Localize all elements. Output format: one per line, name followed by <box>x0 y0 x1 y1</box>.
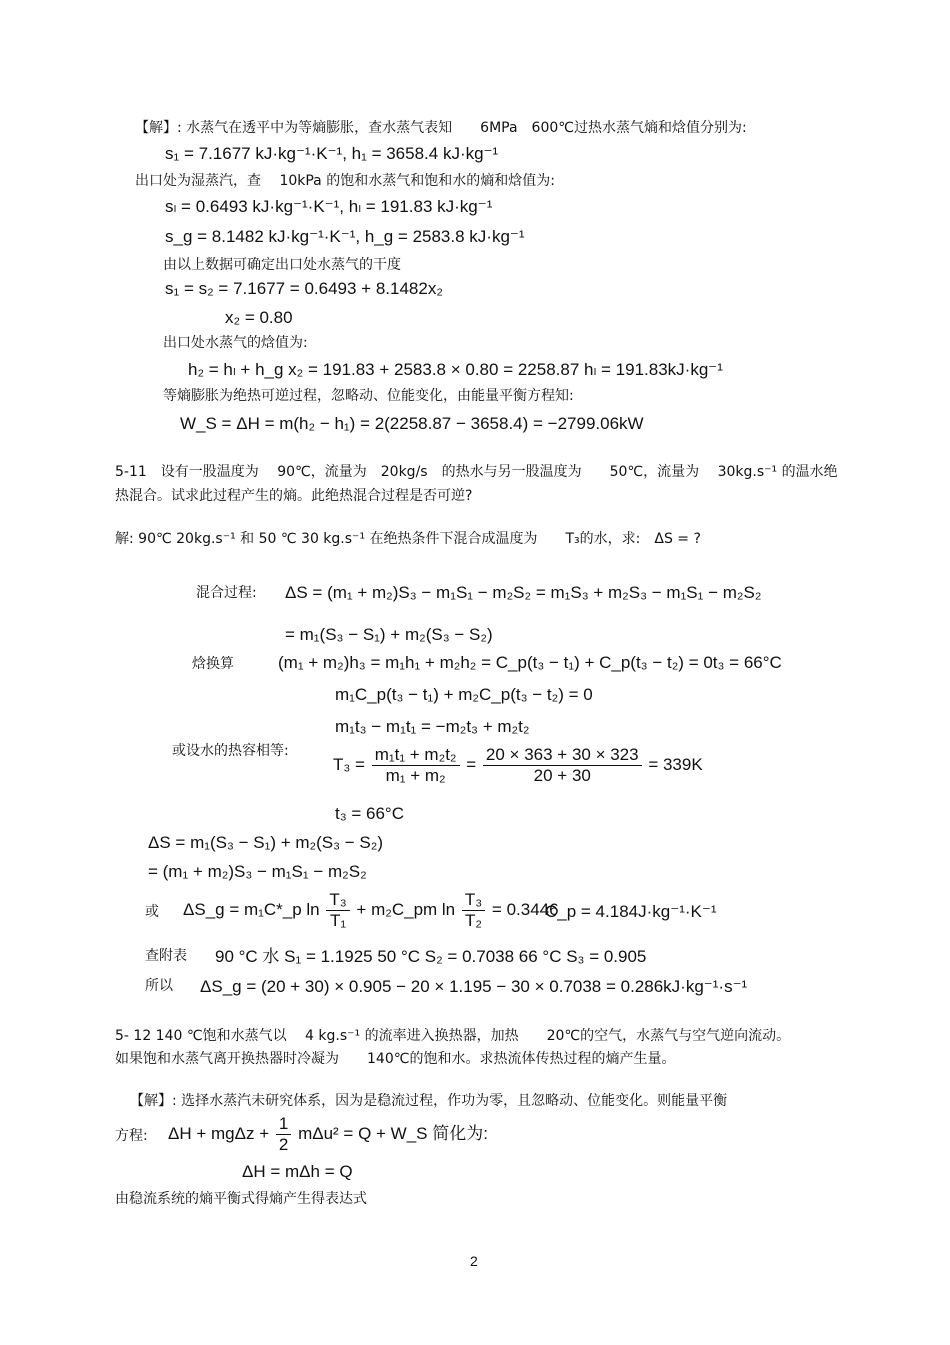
text-line: 由以上数据可确定出口处水蒸气的干度 <box>163 257 401 273</box>
term: ΔS_g = m₁C*_p ln <box>183 899 320 919</box>
equation: ΔS_g = (20 + 30) × 0.905 − 20 × 1.195 − 30 × 0.7038 = 0.286kJ·kg⁻¹·s⁻¹ <box>200 977 748 996</box>
equation: sₗ = 0.6493 kJ·kg⁻¹·K⁻¹, hₗ = 191.83 kJ·kg⁻¹ <box>165 197 493 216</box>
problem-statement: 如果饱和水蒸气离开换热器时冷凝为 140℃的饱和水。求热流体传热过程的熵产生量。 <box>115 1051 676 1067</box>
problem-statement: 5- 12 140 ℃饱和水蒸气以 4 kg.s⁻¹ 的流率进入换热器，加热 20℃的空气，水蒸气与空气逆向流动。 <box>115 1028 791 1044</box>
denominator: T₂ <box>465 911 483 930</box>
text-label: 混合过程: <box>196 585 257 601</box>
equation: (m₁ + m₂)h₃ = m₁h₁ + m₂h₂ = C_p(t₃ − t₁) + C_p(t₃ − t₂) = 0t₃ = 66°C <box>278 653 782 672</box>
equation: m₁C_p(t₃ − t₁) + m₂C_p(t₃ − t₂) = 0 <box>335 685 593 704</box>
equation: s_g = 8.1482 kJ·kg⁻¹·K⁻¹, h_g = 2583.8 kJ·kg⁻¹ <box>165 227 525 246</box>
text-label: 所以 <box>145 978 173 994</box>
text-label: 或设水的热容相等: <box>172 743 289 759</box>
text-line: 出口处为湿蒸汽，查 10kPa 的饱和水蒸气和饱和水的熵和焓值为: <box>135 173 555 189</box>
fraction <box>326 890 349 931</box>
fraction <box>483 745 642 786</box>
term: mΔu² = Q + W_S 简化为: <box>298 1123 488 1143</box>
problem-statement: 热混合。试求此过程产生的熵。此绝热混合过程是否可逆? <box>115 488 473 504</box>
equation: = (m₁ + m₂)S₃ − m₁S₁ − m₂S₂ <box>148 862 367 881</box>
equation-fraction <box>333 745 703 786</box>
equation: x₂ = 0.80 <box>225 308 293 327</box>
denominator: T₁ <box>329 911 347 930</box>
lhs: T₃ = <box>333 754 365 774</box>
equals: = <box>466 754 477 774</box>
equation: 90 °C 水 S₁ = 1.1925 50 °C S₂ = 0.7038 66 °C S₃ = 0.905 <box>215 947 647 966</box>
denominator: 2 <box>278 1135 289 1154</box>
equation: ΔS = (m₁ + m₂)S₃ − m₁S₁ − m₂S₂ = m₁S₃ + m₂S₃ − m₁S₁ − m₂S₂ <box>285 583 762 602</box>
solution-intro: 解: 90℃ 20kg.s⁻¹ 和 50 ℃ 30 kg.s⁻¹ 在绝热条件下混合成温度为 T₃的水，求: ΔS = ? <box>115 531 701 547</box>
text-line: 【解】: 选择水蒸汽未研究体系，因为是稳流过程，作功为零，且忽略动、位能变化。则能量平衡 <box>130 1093 728 1109</box>
text-line: 【解】: 水蒸气在透平中为等熵膨胀，查水蒸气表知 6MPa 600℃过热水蒸气熵和焓值分别为: <box>135 120 747 136</box>
page-number: 2 <box>470 1253 478 1269</box>
text-label: 焓换算 <box>192 656 234 672</box>
equation: ΔS = m₁(S₃ − S₁) + m₂(S₃ − S₂) <box>148 833 384 852</box>
text-line: 等熵膨胀为绝热可逆过程，忽略动、位能变化，由能量平衡方程知: <box>163 388 574 404</box>
equation: s₁ = s₂ = 7.1677 = 0.6493 + 8.1482x₂ <box>165 279 443 298</box>
equation-fraction <box>183 890 559 931</box>
text-label: 方程: <box>115 1128 148 1144</box>
equation: h₂ = hₗ + h_g x₂ = 191.83 + 2583.8 × 0.80 = 2258.87 hₗ = 191.83kJ·kg⁻¹ <box>188 360 723 379</box>
equation: t₃ = 66°C <box>335 804 405 823</box>
text-line: 出口处水蒸气的焓值为: <box>163 335 308 351</box>
numerator: 1 <box>276 1114 291 1135</box>
text-line: 由稳流系统的熵平衡式得熵产生得表达式 <box>115 1191 367 1207</box>
equation: m₁t₃ − m₁t₁ = −m₂t₃ + m₂t₂ <box>335 717 530 736</box>
numerator: 20 × 363 + 30 × 323 <box>483 745 642 766</box>
problem-statement: 5-11 设有一股温度为 90℃，流量为 20kg/s 的热水与另一股温度为 50℃，流量为 30kg.s⁻¹ 的温水绝 <box>115 464 838 480</box>
result: = 339K <box>648 754 703 774</box>
equation: C_p = 4.184J·kg⁻¹·K⁻¹ <box>545 902 717 921</box>
denominator: m₁ + m₂ <box>385 766 446 785</box>
equation: s₁ = 7.1677 kJ·kg⁻¹·K⁻¹, h₁ = 3658.4 kJ·kg⁻¹ <box>165 144 499 163</box>
numerator: T₃ <box>462 890 485 911</box>
text-label: 查附表 <box>145 948 187 964</box>
equation-fraction <box>168 1114 488 1155</box>
equation: ΔH = mΔh = Q <box>242 1162 353 1181</box>
term: ΔH + mgΔz + <box>168 1123 270 1143</box>
fraction <box>276 1114 291 1155</box>
denominator: 20 + 30 <box>533 766 591 785</box>
fraction <box>462 890 485 931</box>
term: + m₂C_pm ln <box>356 899 456 919</box>
fraction <box>372 745 460 786</box>
equation: W_S = ΔH = m(h₂ − h₁) = 2(2258.87 − 3658.4) = −2799.06kW <box>180 414 644 433</box>
numerator: m₁t₁ + m₂t₂ <box>372 745 460 766</box>
text-label: 或 <box>145 904 159 920</box>
equation: = m₁(S₃ − S₁) + m₂(S₃ − S₂) <box>285 625 493 644</box>
numerator: T₃ <box>326 890 349 911</box>
result: = 0.3446 <box>491 899 559 919</box>
